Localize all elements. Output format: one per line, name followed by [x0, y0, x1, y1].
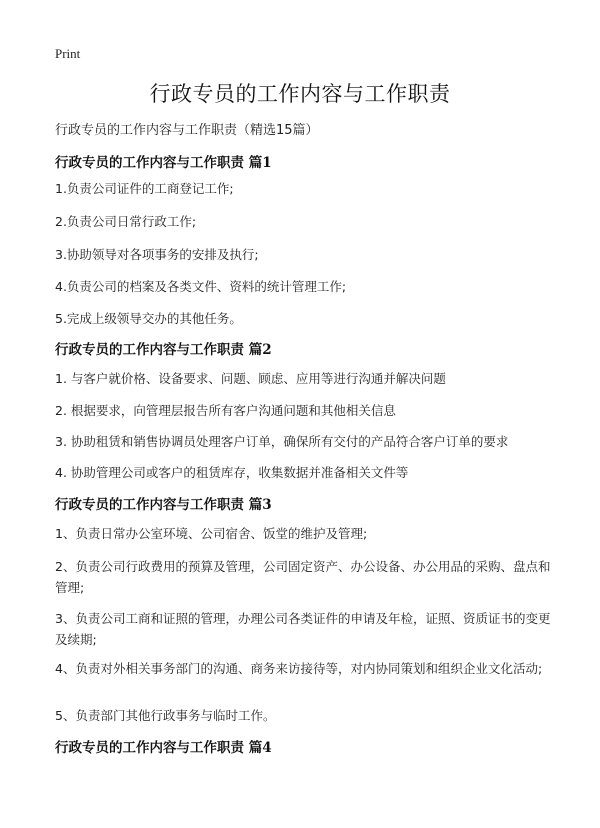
list-item: 2.负责公司日常行政工作; — [55, 214, 197, 229]
list-item: 4. 协助管理公司或客户的租赁库存，收集数据并准备相关文件等 — [55, 465, 409, 480]
list-item: 2、负责公司行政费用的预算及管理，公司固定资产、办公设备、办公用品的采购、盘点和管理; — [55, 559, 551, 595]
section-heading-1: 行政专员的工作内容与工作职责 篇1 — [55, 155, 272, 171]
list-item: 1、负责日常办公室环境、公司宿舍、饭堂的维护及管理; — [55, 526, 368, 541]
section-heading-3: 行政专员的工作内容与工作职责 篇3 — [55, 497, 272, 513]
document-subtitle: 行政专员的工作内容与工作职责（精选15篇） — [55, 123, 319, 138]
section-heading-2: 行政专员的工作内容与工作职责 篇2 — [55, 342, 272, 358]
list-item: 4、负责对外相关事务部门的沟通、商务来访接待等，对内协同策划和组织企业文化活动; — [55, 661, 543, 676]
list-item: 3、负责公司工商和证照的管理，办理公司各类证件的申请及年检，证照、资质证书的变更及续期; — [55, 611, 551, 647]
page-title: 行政专员的工作内容与工作职责 — [149, 82, 451, 106]
list-item: 1. 与客户就价格、设备要求、问题、顾虑、应用等进行沟通并解决问题 — [55, 371, 446, 386]
section-heading-4: 行政专员的工作内容与工作职责 篇4 — [55, 740, 272, 756]
print-label[interactable]: Print — [55, 46, 81, 61]
list-item: 5.完成上级领导交办的其他任务。 — [55, 311, 242, 326]
list-item: 5、负责部门其他行政事务与临时工作。 — [55, 708, 276, 723]
list-item: 1.负责公司证件的工商登记工作; — [55, 181, 234, 196]
list-item: 3.协助领导对各项事务的安排及执行; — [55, 247, 259, 262]
list-item: 2. 根据要求，向管理层报告所有客户沟通问题和其他相关信息 — [55, 403, 396, 418]
list-item: 4.负责公司的档案及各类文件、资料的统计管理工作; — [55, 279, 347, 294]
list-item: 3. 协助租赁和销售协调员处理客户订单，确保所有交付的产品符合客户订单的要求 — [55, 434, 509, 449]
